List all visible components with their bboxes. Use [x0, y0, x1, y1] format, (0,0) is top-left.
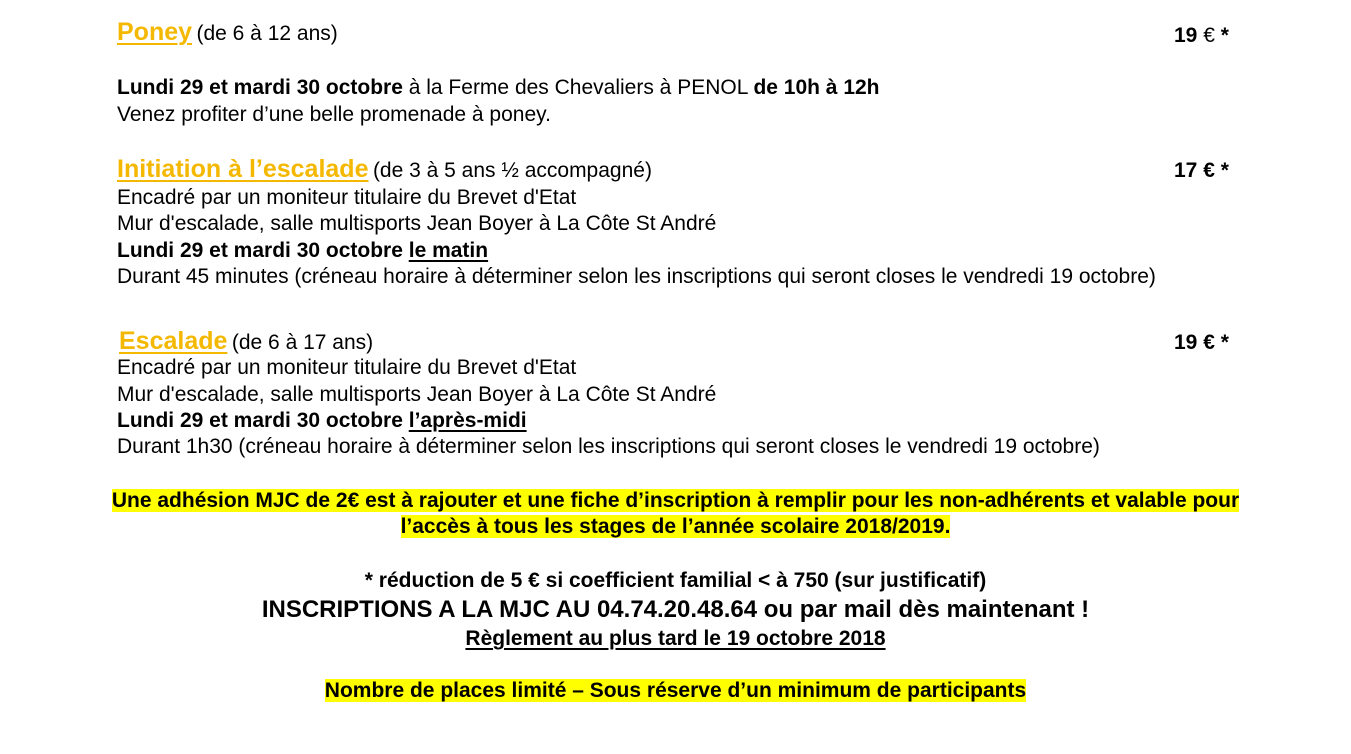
escalade-instructor: Encadré par un moniteur titulaire du Brevet d'Etat [117, 356, 577, 379]
membership-notice-line1: Une adhésion MJC de 2€ est à rajouter et une fiche d’inscription à remplir pour les non-adhérents et valable pour [111, 489, 1240, 512]
membership-notice-line1-wrap [0, 488, 1351, 514]
poney-price-star: * [1220, 24, 1229, 47]
escalade-duration: Durant 1h30 (créneau horaire à déterminer selon les inscriptions qui seront closes le vendredi 19 octobre) [117, 435, 1100, 458]
initiation-title: Initiation à l’escalade [117, 155, 369, 183]
poney-dates-line [117, 75, 880, 101]
initiation-age: (de 3 à 5 ans ½ accompagné) [372, 159, 652, 182]
reduction-note: * réduction de 5 € si coefficient familial < à 750 (sur justificatif) [364, 569, 987, 592]
poney-location: à la Ferme des Chevaliers à PENOL [402, 76, 754, 99]
initiation-price: 17 € * [1174, 159, 1229, 182]
escalade-title: Escalade [119, 327, 228, 355]
escalade-location: Mur d'escalade, salle multisports Jean Boyer à La Côte St André [117, 383, 717, 406]
poney-price [1174, 24, 1229, 48]
limited-places: Nombre de places limité – Sous réserve d’un minimum de participants [324, 679, 1027, 702]
inscriptions-contact: INSCRIPTIONS A LA MJC AU 04.74.20.48.64 ou par mail dès maintenant ! [261, 596, 1090, 623]
poney-age: (de 6 à 12 ans) [196, 22, 338, 45]
initiation-heading [117, 155, 652, 184]
escalade-dates: Lundi 29 et mardi 30 octobre [117, 409, 409, 432]
escalade-price: 19 € * [1174, 331, 1229, 354]
limited-places-wrap [0, 678, 1351, 704]
poney-heading [117, 18, 338, 47]
poney-title: Poney [117, 18, 193, 46]
poney-price-currency: € [1203, 24, 1215, 47]
escalade-dates-line [117, 408, 527, 434]
poney-dates: Lundi 29 et mardi 30 octobre [117, 76, 403, 99]
initiation-dates: Lundi 29 et mardi 30 octobre [117, 239, 409, 262]
poney-description: Venez profiter d’une belle promenade à poney. [117, 103, 551, 126]
escalade-age: (de 6 à 17 ans) [231, 331, 374, 354]
poney-hours: de 10h à 12h [753, 76, 880, 99]
initiation-location: Mur d'escalade, salle multisports Jean Boyer à La Côte St André [117, 212, 717, 235]
payment-deadline-wrap [0, 626, 1351, 652]
initiation-dates-line [117, 238, 488, 264]
poney-price-value: 19 [1174, 24, 1198, 47]
payment-deadline: Règlement au plus tard le 19 octobre 2018 [465, 627, 886, 650]
escalade-heading [119, 327, 373, 356]
membership-notice-line2-wrap [0, 514, 1351, 540]
initiation-duration: Durant 45 minutes (créneau horaire à déterminer selon les inscriptions qui seront closes le vendredi 19 octobre) [117, 265, 1156, 288]
initiation-instructor: Encadré par un moniteur titulaire du Brevet d'Etat [117, 186, 577, 209]
escalade-period: l’après-midi [408, 409, 527, 432]
initiation-period: le matin [408, 239, 489, 262]
membership-notice-line2: l’accès à tous les stages de l’année scolaire 2018/2019. [400, 515, 951, 538]
